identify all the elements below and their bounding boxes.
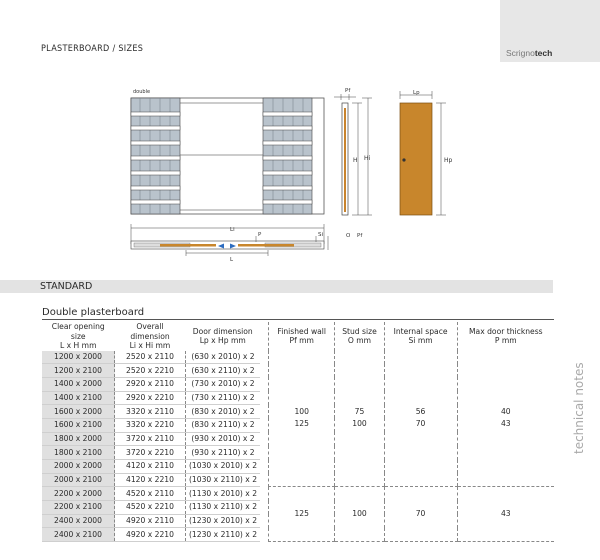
label-hp: Hp: [444, 157, 453, 164]
label-pf-plan: Pf: [357, 233, 363, 239]
brand-logo: Scrignotech: [506, 48, 553, 58]
header-finished-wall: Finished wall Pf mm: [269, 322, 335, 351]
double-label: double: [133, 89, 151, 95]
group2-max-door-thickness: 43: [457, 487, 554, 542]
left-cassette: [131, 98, 180, 214]
cell-door-dimension: (730 x 2010) x 2: [186, 377, 261, 391]
cell-clear-opening: 2400 x 2100: [42, 528, 115, 542]
cell-door-dimension: (1030 x 2110) x 2: [186, 473, 261, 487]
cell-overall-dimension: 3720 x 2210: [115, 446, 186, 460]
sizes-table: [42, 322, 554, 542]
header-clear-opening: Clear opening size L x H mm: [51, 322, 105, 350]
cell-clear-opening: 1600 x 2000: [42, 405, 115, 419]
cell-overall-dimension: 4920 x 2110: [115, 514, 186, 528]
header-max-door-thickness: Max door thickness P mm: [457, 322, 554, 351]
table-header-row: [42, 322, 554, 351]
technical-drawing: [0, 60, 600, 275]
header-internal-space: Internal space Si mm: [384, 322, 457, 351]
cell-clear-opening: 2200 x 2100: [42, 501, 115, 515]
cell-clear-opening: 2000 x 2000: [42, 460, 115, 474]
cell-clear-opening: 1800 x 2000: [42, 432, 115, 446]
cell-door-dimension: (830 x 2110) x 2: [186, 418, 261, 432]
group2-finished-wall: 125: [269, 487, 335, 542]
cell-overall-dimension: 4520 x 2210: [115, 501, 186, 515]
header-gap: [260, 322, 269, 351]
cell-overall-dimension: 3320 x 2210: [115, 418, 186, 432]
header-door-dimension: Door dimension Lp x Hp mm: [192, 326, 253, 346]
group1-finished-wall: 100 125: [269, 351, 335, 487]
label-si: Si: [318, 232, 324, 238]
cell-clear-opening: 1400 x 2000: [42, 377, 115, 391]
cell-clear-opening: 1400 x 2100: [42, 391, 115, 405]
cell-overall-dimension: 4120 x 2210: [115, 473, 186, 487]
cell-overall-dimension: 4520 x 2110: [115, 487, 186, 501]
cell-door-dimension: (1130 x 2110) x 2: [186, 501, 261, 515]
label-lp: Lp: [413, 90, 420, 96]
group1-max-door-thickness: 40 43: [457, 351, 554, 487]
group2-internal-space: 70: [384, 487, 457, 542]
side-note: technical notes: [572, 362, 586, 454]
group1-stud-size: 75 100: [335, 351, 384, 487]
cell-door-dimension: (630 x 2110) x 2: [186, 364, 261, 378]
cell-clear-opening: 2000 x 2100: [42, 473, 115, 487]
cell-overall-dimension: 2520 x 2110: [115, 351, 186, 364]
page-title: PLASTERBOARD / SIZES: [41, 44, 144, 54]
cell-clear-opening: 1200 x 2100: [42, 364, 115, 378]
cell-door-dimension: (1130 x 2010) x 2: [186, 487, 261, 501]
cell-overall-dimension: 4920 x 2210: [115, 528, 186, 542]
door-leaf: [400, 91, 446, 215]
label-h: H: [353, 157, 358, 164]
label-li: Li: [230, 227, 235, 233]
cell-door-dimension: (930 x 2010) x 2: [186, 432, 261, 446]
group2-stud-size: 100: [335, 487, 384, 542]
gap-cell: [260, 487, 269, 542]
cell-clear-opening: 1800 x 2100: [42, 446, 115, 460]
header-overall-dimension: Overall dimension Li x Hi mm: [129, 322, 171, 350]
label-hi: Hi: [364, 155, 371, 162]
cell-door-dimension: (1230 x 2110) x 2: [186, 528, 261, 542]
cell-door-dimension: (830 x 2010) x 2: [186, 405, 261, 419]
table-row: [42, 487, 554, 501]
gap-cell: [260, 351, 269, 487]
label-l: L: [230, 257, 234, 263]
group1-internal-space: 56 70: [384, 351, 457, 487]
header-stud-size: Stud size O mm: [335, 322, 384, 351]
cell-clear-opening: 1600 x 2100: [42, 418, 115, 432]
cell-clear-opening: 1200 x 2000: [42, 351, 115, 364]
cell-door-dimension: (930 x 2110) x 2: [186, 446, 261, 460]
label-pf-top: Pf: [345, 88, 351, 94]
cell-overall-dimension: 4120 x 2110: [115, 460, 186, 474]
cell-overall-dimension: 3320 x 2110: [115, 405, 186, 419]
standard-label: STANDARD: [40, 281, 93, 292]
cell-overall-dimension: 2520 x 2210: [115, 364, 186, 378]
cell-overall-dimension: 3720 x 2110: [115, 432, 186, 446]
title-rule: [42, 319, 554, 320]
label-p: P: [258, 232, 262, 238]
cell-clear-opening: 2200 x 2000: [42, 487, 115, 501]
cell-clear-opening: 2400 x 2000: [42, 514, 115, 528]
table-row: [42, 351, 554, 364]
cell-door-dimension: (1230 x 2010) x 2: [186, 514, 261, 528]
cell-door-dimension: (730 x 2110) x 2: [186, 391, 261, 405]
table-title: Double plasterboard: [42, 307, 145, 318]
cell-overall-dimension: 2920 x 2210: [115, 391, 186, 405]
cell-door-dimension: (1030 x 2010) x 2: [186, 460, 261, 474]
label-o: O: [346, 233, 351, 239]
cell-door-dimension: (630 x 2010) x 2: [186, 351, 261, 364]
right-cassette: [263, 98, 312, 214]
cell-overall-dimension: 2920 x 2110: [115, 377, 186, 391]
